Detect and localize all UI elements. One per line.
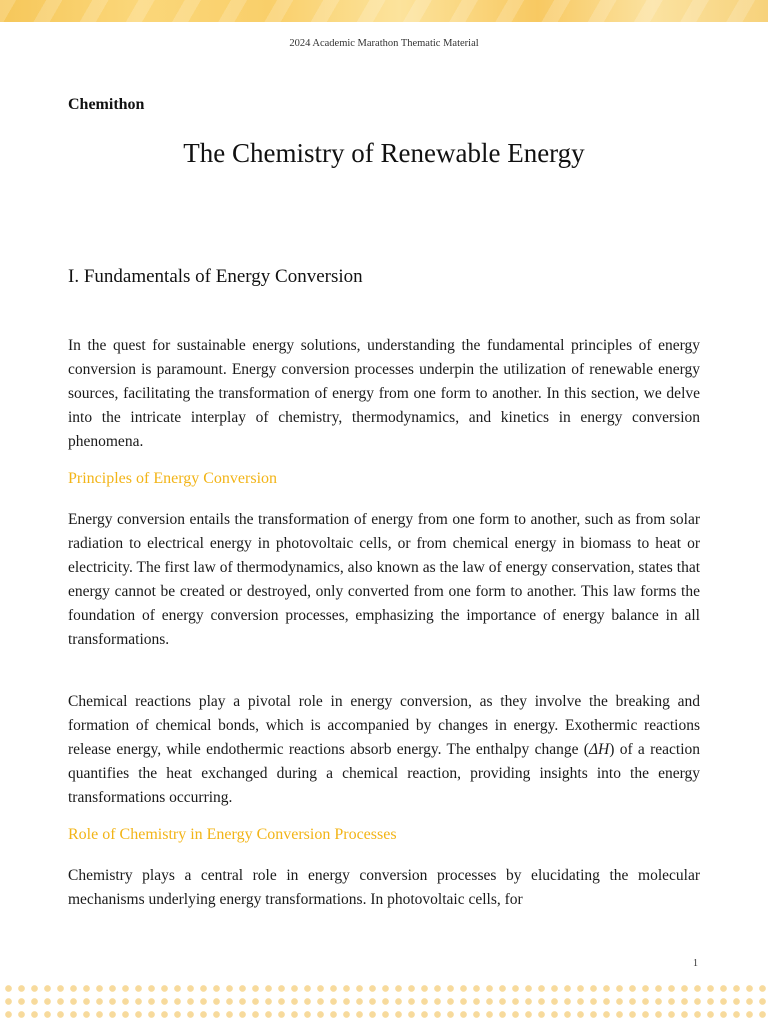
paragraph-text-after: ) of a reaction quantifies the heat exchanged during a chemical reaction, providing insights into the energy transformations occurring.	[68, 741, 700, 806]
paragraph-role-of-chemistry: Chemistry plays a central role in energy conversion processes by elucidating the molecular mechanisms underlying energy transformations. In photovoltaic cells, for	[68, 867, 700, 908]
subhead-role-of-chemistry: Role of Chemistry in Energy Conversion Processes	[68, 826, 397, 843]
document-kicker: Chemithon	[68, 96, 145, 113]
bottom-dot-pattern	[0, 980, 768, 1024]
enthalpy-symbol: ΔH	[588, 741, 610, 758]
section-title: I. Fundamentals of Energy Conversion	[68, 266, 363, 287]
paragraph-principles: Energy conversion entails the transformation of energy from one form to another, such as from solar radiation to electrical energy in photovoltaic cells, or from chemical energy in biomass to heat or electricity. The first law of thermodynamics, also known as the law of energy conservation, states that energy cannot be created or destroyed, only converted from one form to another. This law forms the foundation of energy conversion processes, emphasizing the importance of energy balance in all transformations.	[68, 511, 700, 648]
top-decorative-band	[0, 0, 768, 22]
document-title: The Chemistry of Renewable Energy	[183, 138, 585, 168]
paragraph-chemical-reactions	[68, 690, 700, 810]
running-header: 2024 Academic Marathon Thematic Material	[289, 38, 479, 49]
page-number: 1	[693, 958, 698, 969]
intro-paragraph: In the quest for sustainable energy solutions, understanding the fundamental principles of energy conversion is paramount. Energy conversion processes underpin the utilization of renewable energy sources, facilitating the transformation of energy from one form to another. In this section, we delve into the intricate interplay of chemistry, thermodynamics, and kinetics in energy conversion phenomena.	[68, 337, 700, 450]
subhead-principles: Principles of Energy Conversion	[68, 470, 278, 487]
paragraph-text-before: Chemical reactions play a pivotal role in energy conversion, as they involve the breaking and formation of chemical bonds, which is accompanied by changes in energy. Exothermic reactions release energy, while endothermic reactions absorb energy. The enthalpy change (	[68, 693, 700, 758]
